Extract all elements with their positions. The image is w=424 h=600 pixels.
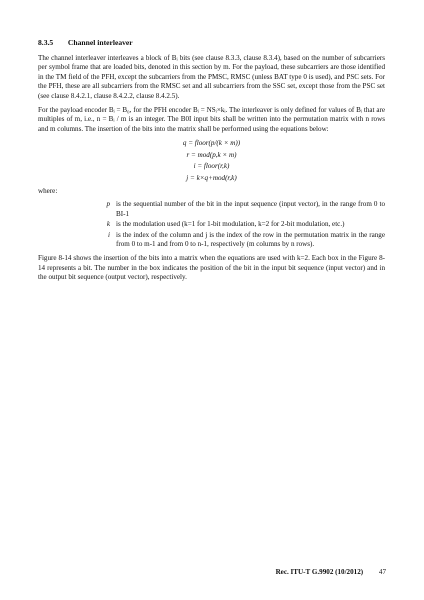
page-number: 47 — [378, 568, 386, 576]
paragraph-figure-reference: Figure 8-14 shows the insertion of the bits into a matrix when the equations are used with k=2. Each box in the Figure 8-14 represents a bit. The number in the box indicates the position of the bit in the input bit sequence (input vector) and in the output bit sequence (output vector), respectively. — [38, 253, 385, 282]
section-number: 8.3.5 — [38, 38, 54, 47]
where-label: where: — [38, 187, 58, 196]
page-content — [38, 38, 385, 287]
definition-item — [38, 220, 385, 230]
equation-q: q = floor(p/(k × m)) — [182, 139, 241, 148]
equation-r: r = mod(p,k × m) — [186, 150, 237, 159]
definition-list — [38, 200, 385, 250]
equation-block — [38, 138, 385, 184]
footer-reference: Rec. ITU-T G.9902 (10/2012) — [275, 568, 364, 576]
definition-text: is the index of the column and j is the index of the row in the permutation matrix in the range from 0 to m-1 and from 0 to n-1, respectively (m columns by n rows). — [116, 230, 385, 249]
definition-text: is the sequential number of the bit in the input sequence (input vector), in the range from 0 to BI-1 — [116, 199, 385, 218]
page-footer — [276, 568, 386, 576]
definition-item — [38, 231, 385, 250]
definition-text: is the modulation used (k=1 for 1-bit modulation, k=2 for 2-bit modulation, etc.) — [116, 220, 345, 229]
definition-symbol: p — [106, 199, 110, 208]
section-heading — [38, 38, 385, 48]
equation-i: i = floor(r,k) — [193, 162, 230, 171]
paragraph-intro: The channel interleaver interleaves a block of Bᵢ bits (see clause 8.3.3, clause 8.3.4), based on the number of subcarriers per symbol frame that are loaded bits, denoted in this section by m. For the payload, these subcarriers are those identified in the TM field of the PFH, except the subcarriers from the PMSC, RMSC (unless BAT type 0 is used), and PSC sets. For the PFH, these are all subcarriers from the RMSC set and all subcarriers from the SSC set, except those from the PSC set (see clause 8.4.2.1, clause 8.4.2.2, clause 8.4.2.5). — [38, 53, 385, 100]
section-title: Channel interleaver — [67, 38, 133, 47]
definition-symbol: i — [108, 230, 110, 239]
definition-symbol: k — [106, 220, 110, 229]
definition-item — [38, 200, 385, 219]
equation-j: j = k×q+mod(r,k) — [186, 173, 237, 182]
paragraph-encoder: For the payload encoder Bᵢ = B₀, for the PFH encoder Bᵢ = NSᵢ×kᵢ. The interleaver is only defined for values of Bᵢ that are multiples of m, i.e., n = Bᵢ / m is an integer. The B0I input bits shall be written into the permutation matrix with n rows and m columns. The insertion of the bits into the matrix shall be performed using the equations below: — [38, 105, 385, 133]
